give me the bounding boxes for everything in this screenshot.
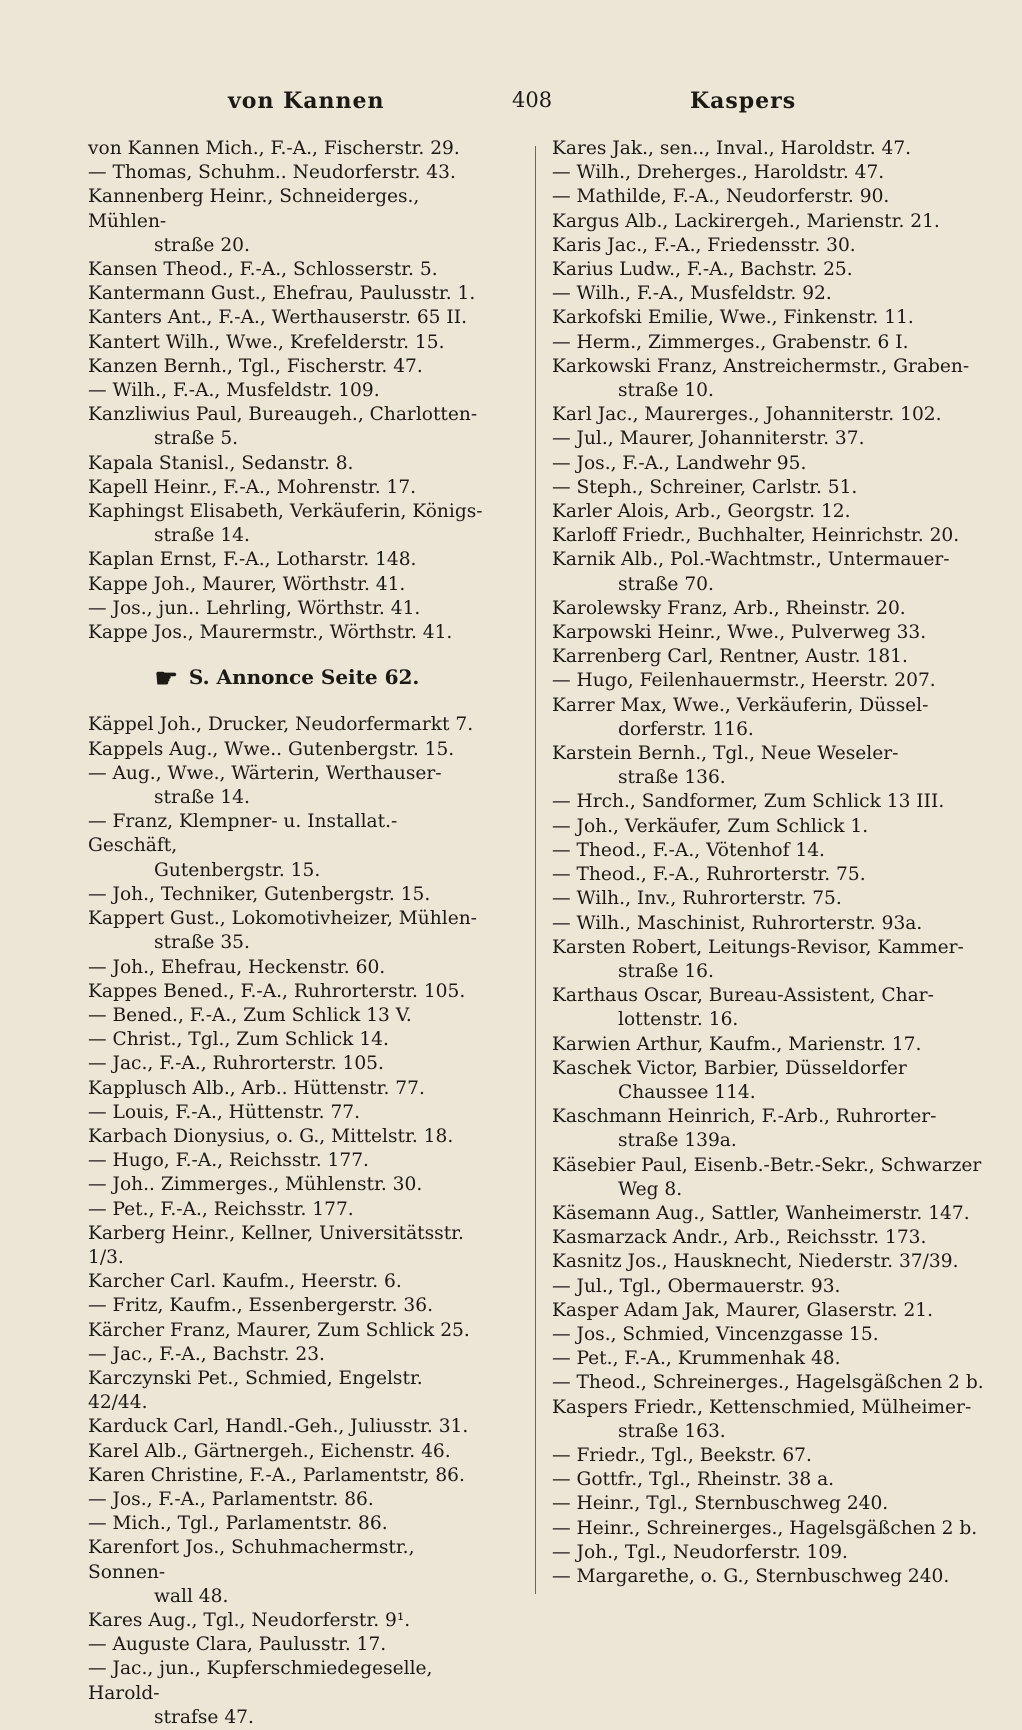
entry-line: Karkofski Emilie, Wwe., Finkenstr. 11. [552, 307, 914, 329]
directory-entry [88, 1125, 486, 1149]
directory-entry [88, 956, 486, 980]
directory-entry [552, 887, 992, 911]
annonce-text: S. Annonce Seite 62. [188, 665, 420, 690]
entry-line: — Joh., Verkäufer, Zum Schlick 1. [552, 815, 869, 837]
directory-entry [88, 1004, 486, 1028]
entry-line: Kanzliwius Paul, Bureaugeh., Charlotten- [88, 404, 478, 426]
directory-entry [88, 137, 486, 161]
directory-entry [552, 1541, 992, 1565]
directory-entry [552, 1444, 992, 1468]
directory-entry [88, 1149, 486, 1173]
entry-line: Karcher Carl. Kaufm., Heerstr. 6. [88, 1271, 402, 1293]
directory-entry [552, 645, 992, 669]
entry-line: Kansen Theod., F.-A., Schlosserstr. 5. [88, 259, 438, 281]
directory-entry [88, 597, 486, 621]
entry-line: Kaplan Ernst, F.-A., Lotharstr. 148. [88, 549, 417, 571]
directory-entry [88, 1173, 486, 1197]
directory-entry [552, 597, 992, 621]
entry-line: Kappels Aug., Wwe.. Gutenbergstr. 15. [88, 738, 455, 760]
entry-continuation: dorferstr. 116. [618, 718, 754, 740]
directory-entry [88, 306, 486, 330]
directory-entry [88, 258, 486, 282]
entry-line: Kappert Gust., Lokomotivheizer, Mühlen- [88, 908, 477, 930]
pointing-hand-icon: ☛ [154, 664, 178, 695]
entry-line: Kares Jak., sen.., Inval., Haroldstr. 47. [552, 138, 912, 159]
entry-line: Kärcher Franz, Maurer, Zum Schlick 25. [88, 1319, 470, 1341]
directory-entry [88, 1464, 486, 1488]
directory-entry [552, 694, 992, 742]
entry-line: Karis Jac., F.-A., Friedensstr. 30. [552, 234, 856, 256]
directory-entry [552, 1202, 992, 1226]
entry-line: von Kannen Mich., F.-A., Fischerstr. 29. [88, 138, 460, 159]
entry-line: Kaschmann Heinrich, F.-Arb., Ruhrorter- [552, 1106, 937, 1128]
entry-line: — Jos., jun.. Lehrling, Wörthstr. 41. [88, 597, 421, 619]
directory-entry [88, 1657, 486, 1730]
directory-entry [88, 738, 486, 762]
directory-entry [552, 1154, 992, 1202]
entry-line: — Jos., F.-A., Landwehr 95. [552, 452, 807, 474]
directory-entry [88, 713, 486, 737]
entry-continuation: straße 10. [618, 380, 714, 402]
directory-entry [88, 1270, 486, 1294]
entry-line: — Aug., Wwe., Wärterin, Werthauser- [88, 762, 442, 784]
directory-entry [88, 621, 486, 645]
directory-entry [552, 1226, 992, 1250]
directory-entry [552, 1323, 992, 1347]
entry-line: — Hrch., Sandformer, Zum Schlick 13 III. [552, 791, 945, 813]
entry-continuation: straße 20. [154, 234, 250, 256]
entry-line: Karloff Friedr., Buchhalter, Heinrichstr. 20. [552, 525, 960, 547]
entry-line: — Hugo, Feilenhauermstr., Heerstr. 207. [552, 670, 936, 692]
directory-entry [88, 1028, 486, 1052]
directory-entry [88, 810, 486, 883]
directory-entry [552, 669, 992, 693]
directory-entry [552, 1565, 992, 1589]
directory-entry [552, 137, 992, 161]
entry-line: — Theod., Schreinerges., Hagelsgäßchen 2 b. [552, 1372, 984, 1394]
entry-line: Karl Jac., Maurerges., Johanniterstr. 102. [552, 404, 942, 426]
directory-entry [552, 548, 992, 596]
directory-entry [552, 912, 992, 936]
directory-entry [552, 1033, 992, 1057]
entry-continuation: straße 5. [154, 428, 239, 450]
directory-entry [552, 306, 992, 330]
entry-line: Karolewsky Franz, Arb., Rheinstr. 20. [552, 597, 906, 619]
running-head-right: Kaspers [690, 88, 797, 114]
directory-entry [88, 403, 486, 451]
directory-entry [552, 210, 992, 234]
entry-line: — Bened., F.-A., Zum Schlick 13 V. [88, 1004, 412, 1026]
entry-line: Karbach Dionysius, o. G., Mittelstr. 18. [88, 1125, 454, 1147]
directory-entry [552, 1468, 992, 1492]
entry-line: Kasper Adam Jak, Maurer, Glaserstr. 21. [552, 1299, 934, 1321]
entry-line: Karpowski Heinr., Wwe., Pulverweg 33. [552, 622, 927, 644]
entry-line: Kanters Ant., F.-A., Werthauserstr. 65 II. [88, 307, 468, 329]
entry-line: Kappe Jos., Maurermstr., Wörthstr. 41. [88, 622, 453, 644]
entry-line: Kannenberg Heinr., Schneiderges., Mühlen- [88, 186, 420, 232]
right-column-entries [552, 137, 992, 1589]
entry-line: Karnik Alb., Pol.-Wachtmstr., Untermauer- [552, 549, 950, 571]
entry-line: Karrer Max, Wwe., Verkäuferin, Düssel- [552, 694, 929, 716]
directory-entry [88, 1488, 486, 1512]
entry-line: Karenfort Jos., Schuhmachermstr., Sonnen- [88, 1537, 415, 1583]
directory-entry [552, 1492, 992, 1516]
entry-line: — Wilh., F.-A., Musfeldstr. 92. [552, 283, 832, 305]
entry-line: Kapala Stanisl., Sedanstr. 8. [88, 452, 354, 474]
entry-continuation: Weg 8. [618, 1178, 683, 1200]
entry-continuation: Gutenbergstr. 15. [154, 859, 321, 881]
directory-entry [552, 500, 992, 524]
directory-entry [88, 452, 486, 476]
entry-continuation: straße 35. [154, 932, 250, 954]
directory-entry [552, 621, 992, 645]
directory-entry [552, 1517, 992, 1541]
directory-entry [88, 1609, 486, 1633]
directory-entry [88, 185, 486, 258]
entry-continuation: straße 163. [618, 1420, 726, 1442]
entry-line: — Pet., F.-A., Krummenhak 48. [552, 1348, 841, 1370]
entry-line: — Franz, Klempner- u. Installat.-Geschäft, [88, 811, 398, 857]
entry-line: Karsten Robert, Leitungs-Revisor, Kammer- [552, 936, 964, 958]
entry-line: — Christ., Tgl., Zum Schlick 14. [88, 1029, 389, 1051]
directory-entry [88, 1198, 486, 1222]
directory-entry [552, 403, 992, 427]
entry-continuation: straße 14. [154, 525, 250, 547]
directory-entry [552, 1250, 992, 1274]
entry-line: Karstein Bernh., Tgl., Neue Weseler- [552, 743, 899, 765]
directory-entry [552, 863, 992, 887]
entry-line: — Gottfr., Tgl., Rheinstr. 38 a. [552, 1469, 835, 1491]
directory-entry [88, 355, 486, 379]
directory-entry [552, 452, 992, 476]
running-head-left: von Kannen [228, 88, 385, 114]
entry-line: Karczynski Pet., Schmied, Engelstr. 42/44. [88, 1367, 423, 1414]
directory-entry [552, 790, 992, 814]
entry-line: Karduck Carl, Handl.-Geh., Juliusstr. 31. [88, 1416, 469, 1438]
directory-entry [88, 573, 486, 597]
right-column [552, 137, 992, 1589]
entry-line: — Steph., Schreiner, Carlstr. 51. [552, 476, 858, 498]
directory-entry [552, 258, 992, 282]
entry-line: — Pet., F.-A., Reichsstr. 177. [88, 1198, 354, 1220]
directory-entry [88, 379, 486, 403]
entry-line: — Fritz, Kaufm., Essenbergerstr. 36. [88, 1295, 434, 1317]
entry-line: Kaschek Victor, Barbier, Düsseldorfer [552, 1057, 907, 1079]
entry-line: — Friedr., Tgl., Beekstr. 67. [552, 1444, 812, 1466]
directory-entry [88, 762, 486, 810]
entry-line: — Wilh., Dreherges., Haroldstr. 47. [552, 162, 885, 184]
directory-entry [552, 1057, 992, 1105]
entry-line: — Wilh., Maschinist, Ruhrorterstr. 93a. [552, 912, 923, 934]
entry-continuation: Chaussee 114. [618, 1081, 756, 1103]
left-column-entries-b [88, 713, 486, 1730]
directory-entry [88, 1367, 486, 1415]
entry-line: Kapplusch Alb., Arb.. Hüttenstr. 77. [88, 1077, 425, 1099]
directory-entry [552, 815, 992, 839]
entry-line: Kaphingst Elisabeth, Verkäuferin, Königs- [88, 501, 483, 523]
directory-entry [88, 980, 486, 1004]
directory-entry [552, 234, 992, 258]
entry-line: — Mathilde, F.-A., Neudorferstr. 90. [552, 186, 890, 208]
entry-line: Karberg Heinr., Kellner, Universitätsstr. 1/3. [88, 1222, 464, 1268]
directory-entry [552, 282, 992, 306]
entry-line: — Thomas, Schuhm.. Neudorferstr. 43. [88, 162, 456, 184]
entry-line: Käppel Joh., Drucker, Neudorfermarkt 7. [88, 714, 474, 736]
directory-entry [88, 500, 486, 548]
entry-line: — Wilh., F.-A., Musfeldstr. 109. [88, 380, 380, 402]
directory-entry [88, 1077, 486, 1101]
directory-entry [552, 839, 992, 863]
directory-entry [552, 936, 992, 984]
directory-entry [552, 161, 992, 185]
directory-entry [552, 984, 992, 1032]
directory-entry [88, 331, 486, 355]
directory-entry [552, 476, 992, 500]
directory-entry [88, 1633, 486, 1657]
directory-entry [552, 331, 992, 355]
directory-entry [552, 185, 992, 209]
entry-line: — Joh., Techniker, Gutenbergstr. 15. [88, 883, 431, 905]
entry-line: Kaspers Friedr., Kettenschmied, Mülheimer- [552, 1396, 972, 1418]
entry-line: — Jac., jun., Kupferschmiedegeselle, Harold- [88, 1658, 433, 1704]
directory-entry [88, 1343, 486, 1367]
entry-line: Kasnitz Jos., Hausknecht, Niederstr. 37/39. [552, 1251, 959, 1273]
directory-entry [88, 1415, 486, 1439]
entry-line: — Jos., F.-A., Parlamentstr. 86. [88, 1488, 374, 1510]
annonce-notice [88, 664, 486, 695]
entry-line: Kasmarzack Andr., Arb., Reichsstr. 173. [552, 1227, 927, 1249]
directory-entry [552, 1396, 992, 1444]
entry-line: Karwien Arthur, Kaufm., Marienstr. 17. [552, 1033, 922, 1055]
entry-line: — Margarethe, o. G., Sternbuschweg 240. [552, 1565, 950, 1587]
entry-line: Käsemann Aug., Sattler, Wanheimerstr. 147. [552, 1202, 970, 1224]
directory-entry [88, 1294, 486, 1318]
directory-entry [552, 742, 992, 790]
directory-entry [88, 1440, 486, 1464]
entry-line: — Theod., F.-A., Ruhrorterstr. 75. [552, 864, 866, 886]
entry-line: Karkowski Franz, Anstreichermstr., Graben- [552, 355, 970, 377]
entry-line: Kapell Heinr., F.-A., Mohrenstr. 17. [88, 476, 417, 498]
directory-entry [552, 1105, 992, 1153]
entry-line: — Wilh., Inv., Ruhrorterstr. 75. [552, 888, 842, 910]
directory-entry [88, 282, 486, 306]
entry-line: — Joh., Tgl., Neudorferstr. 109. [552, 1541, 848, 1563]
entry-continuation: strafse 47. [154, 1706, 254, 1728]
directory-entry [88, 1319, 486, 1343]
entry-line: Karius Ludw., F.-A., Bachstr. 25. [552, 259, 853, 281]
directory-entry [552, 1275, 992, 1299]
directory-entry [552, 427, 992, 451]
entry-line: Kappe Joh., Maurer, Wörthstr. 41. [88, 573, 406, 595]
entry-line: Karthaus Oscar, Bureau-Assistent, Char- [552, 985, 934, 1007]
entry-line: Karrenberg Carl, Rentner, Austr. 181. [552, 646, 908, 668]
entry-line: — Joh., Ehefrau, Heckenstr. 60. [88, 956, 386, 978]
entry-line: Karen Christine, F.-A., Parlamentstr, 86. [88, 1464, 465, 1486]
directory-entry [88, 1101, 486, 1125]
entry-continuation: straße 70. [618, 573, 714, 595]
entry-line: Kantert Wilh., Wwe., Krefelderstr. 15. [88, 331, 445, 353]
entry-line: — Hugo, F.-A., Reichsstr. 177. [88, 1150, 369, 1172]
directory-entry [88, 1512, 486, 1536]
directory-entry [88, 476, 486, 500]
directory-entry [88, 883, 486, 907]
entry-line: Kantermann Gust., Ehefrau, Paulusstr. 1. [88, 283, 476, 305]
entry-continuation: straße 136. [618, 767, 726, 789]
entry-line: Kargus Alb., Lackirergeh., Marienstr. 21. [552, 210, 940, 232]
entry-continuation: straße 14. [154, 787, 250, 809]
entry-line: Kares Aug., Tgl., Neudorferstr. 9¹. [88, 1609, 411, 1631]
left-column-entries-a [88, 137, 486, 645]
directory-entry [88, 1222, 486, 1270]
page-number: 408 [512, 88, 553, 112]
directory-entry [88, 907, 486, 955]
column-divider [535, 146, 536, 1594]
entry-line: Kappes Bened., F.-A., Ruhrorterstr. 105. [88, 980, 466, 1002]
entry-line: — Joh.. Zimmerges., Mühlenstr. 30. [88, 1174, 423, 1196]
entry-continuation: wall 48. [154, 1585, 229, 1607]
entry-line: Karler Alois, Arb., Georgstr. 12. [552, 501, 851, 523]
directory-entry [552, 1371, 992, 1395]
directory-entry [88, 1052, 486, 1076]
entry-line: — Auguste Clara, Paulusstr. 17. [88, 1634, 387, 1656]
directory-entry [88, 161, 486, 185]
entry-line: Käsebier Paul, Eisenb.-Betr.-Sekr., Schwarzer [552, 1154, 982, 1176]
entry-line: — Herm., Zimmerges., Grabenstr. 6 I. [552, 331, 909, 353]
entry-line: — Jul., Tgl., Obermauerstr. 93. [552, 1275, 841, 1297]
directory-entry [88, 1536, 486, 1609]
entry-line: Karel Alb., Gärtnergeh., Eichenstr. 46. [88, 1440, 451, 1462]
entry-line: — Theod., F.-A., Vötenhof 14. [552, 839, 825, 861]
entry-line: — Mich., Tgl., Parlamentstr. 86. [88, 1513, 388, 1535]
directory-entry [552, 355, 992, 403]
entry-line: — Jul., Maurer, Johanniterstr. 37. [552, 428, 865, 450]
entry-line: — Heinr., Schreinerges., Hagelsgäßchen 2 b. [552, 1517, 978, 1539]
entry-continuation: straße 139a. [618, 1130, 737, 1152]
entry-line: — Jos., Schmied, Vincenzgasse 15. [552, 1323, 879, 1345]
directory-entry [552, 1299, 992, 1323]
entry-line: — Louis, F.-A., Hüttenstr. 77. [88, 1101, 361, 1123]
entry-continuation: straße 16. [618, 960, 714, 982]
entry-line: — Jac., F.-A., Bachstr. 23. [88, 1343, 325, 1365]
directory-entry [552, 524, 992, 548]
entry-line: — Heinr., Tgl., Sternbuschweg 240. [552, 1493, 889, 1515]
entry-line: — Jac., F.-A., Ruhrorterstr. 105. [88, 1053, 384, 1075]
entry-line: Kanzen Bernh., Tgl., Fischerstr. 47. [88, 355, 423, 377]
directory-entry [88, 548, 486, 572]
entry-continuation: lottenstr. 16. [618, 1009, 739, 1031]
directory-entry [552, 1347, 992, 1371]
left-column [88, 137, 486, 1730]
